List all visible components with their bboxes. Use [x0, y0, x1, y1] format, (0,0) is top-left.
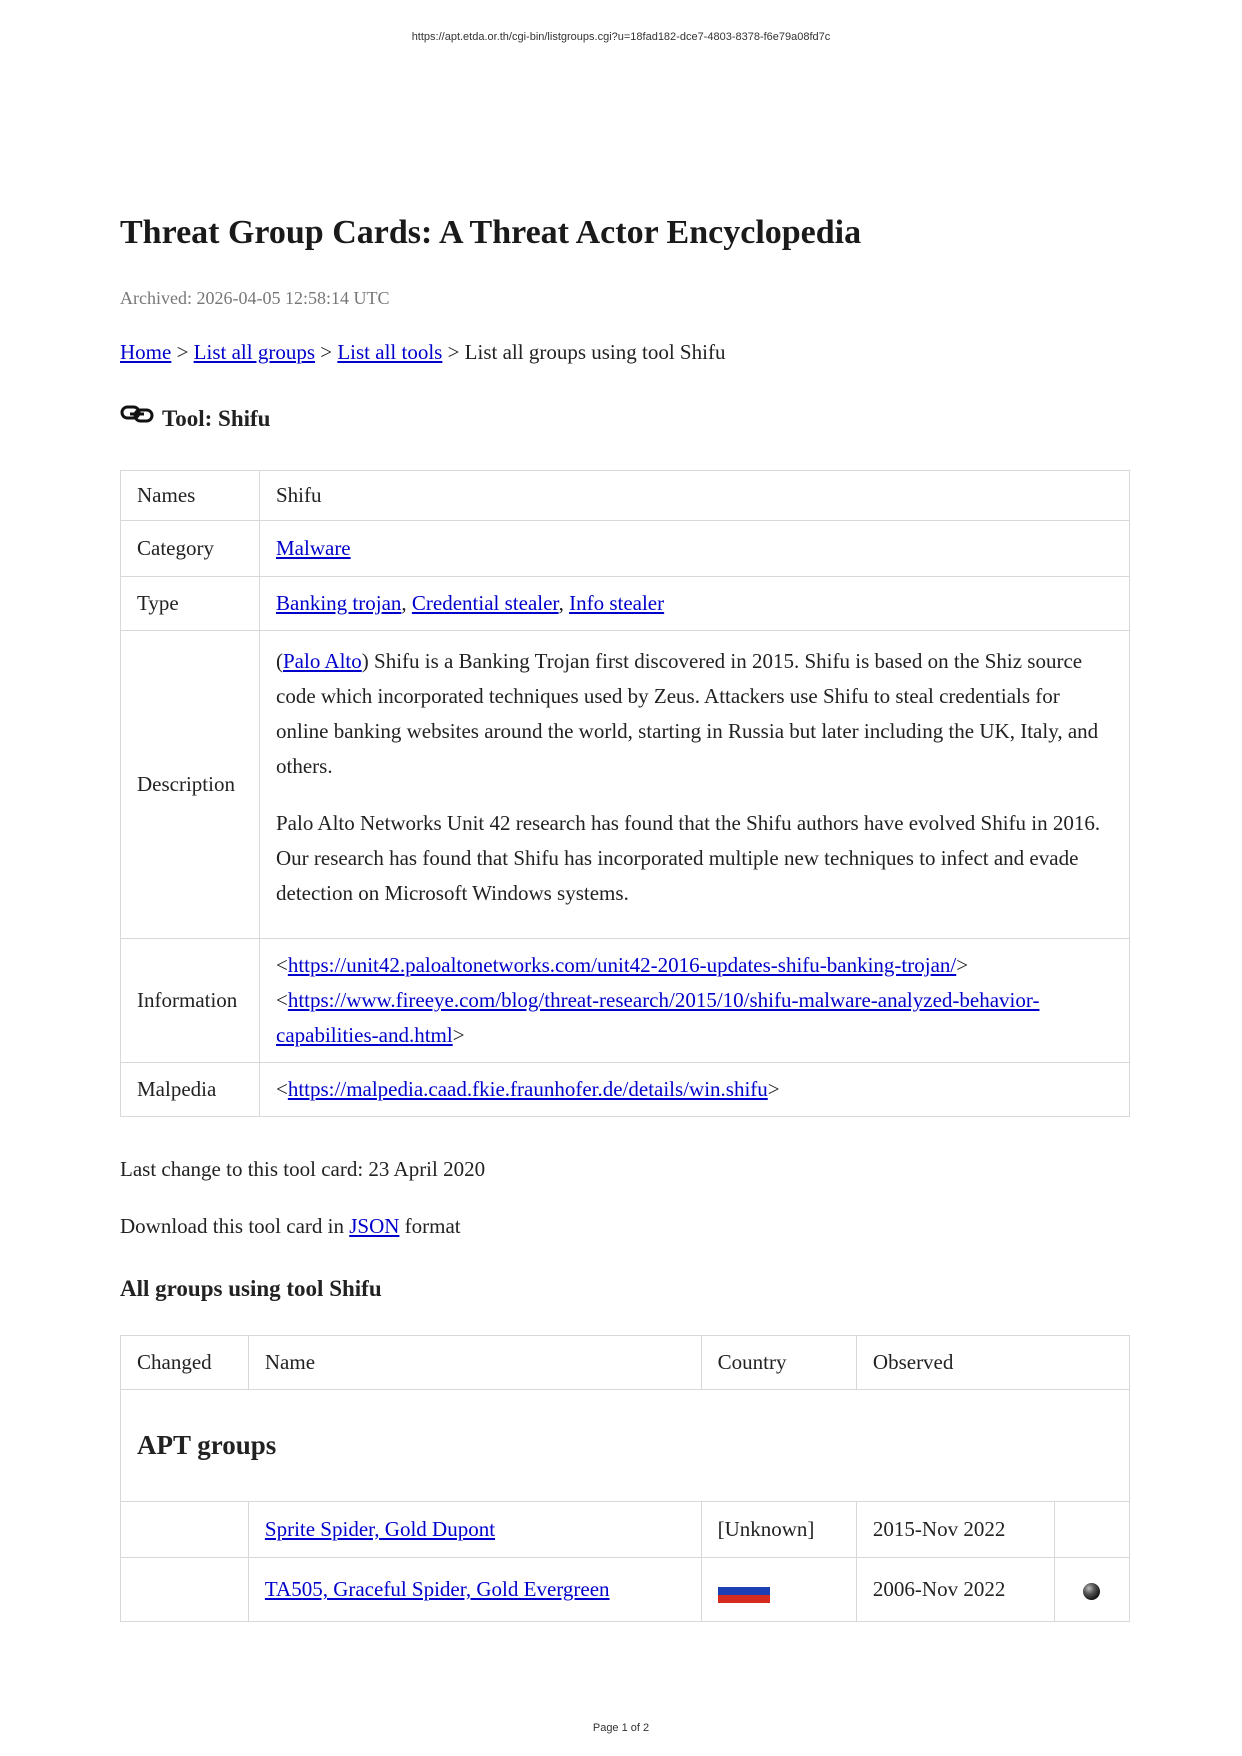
- type-separator: ,: [401, 591, 412, 615]
- groups-heading: All groups using tool Shifu: [120, 1276, 382, 1301]
- category-value: [260, 521, 1130, 577]
- russia-flag-icon: [718, 1579, 770, 1603]
- download-json-link[interactable]: JSON: [349, 1214, 400, 1238]
- angle-close: >: [452, 1023, 465, 1047]
- breadcrumb-list-groups-link[interactable]: List all groups: [193, 340, 315, 364]
- information-link-line: [276, 948, 1113, 983]
- sphere-icon: [1083, 1583, 1100, 1600]
- section-row: [121, 1390, 1130, 1502]
- archived-timestamp: Archived: 2026-04-05 12:58:14 UTC: [120, 288, 390, 308]
- info-link-unit42[interactable]: https://unit42.paloaltonetworks.com/unit42-2016-updates-shifu-banking-trojan/: [287, 953, 957, 977]
- breadcrumb-list-tools-link[interactable]: List all tools: [337, 340, 443, 364]
- desc-paragraph-2: Palo Alto Networks Unit 42 research has found that the Shifu authors have evolved Shifu in 2016. Our research has found that Shifu has incorporated multiple new techniques to infect and evade detection on Microsoft Windows systems.: [276, 811, 1101, 905]
- description-label: Description: [121, 631, 260, 939]
- breadcrumb-separator: >: [315, 340, 338, 364]
- observed-cell: 2015-Nov 2022: [856, 1502, 1054, 1558]
- information-value: [260, 939, 1130, 1063]
- column-header-country: Country: [701, 1336, 856, 1390]
- observed-cell: 2006-Nov 2022: [856, 1558, 1054, 1622]
- column-header-name: Name: [248, 1336, 701, 1390]
- angle-open: <: [276, 1077, 288, 1101]
- table-row: [121, 521, 1130, 577]
- group-link-ta505[interactable]: TA505, Graceful Spider, Gold Evergreen: [264, 1577, 610, 1601]
- desc-paragraph-1: ) Shifu is a Banking Trojan first discovered in 2015. Shifu is based on the Shiz source code which incorporated techniques used by Zeus. Attackers use Shifu to steal credentials for online banking websites around the world, starting in Russia but later including the UK, Italy, and others.: [276, 649, 1099, 778]
- info-link-fireeye[interactable]: https://www.fireeye.com/blog/threat-research/2015/10/shifu-malware-analyzed-behavior-capabilities-and.html: [276, 988, 1040, 1047]
- breadcrumb-current: > List all groups using tool Shifu: [442, 340, 726, 364]
- desc-source-link[interactable]: Palo Alto: [283, 649, 362, 673]
- desc-open-paren: (: [276, 649, 283, 673]
- marker-cell: [1054, 1558, 1129, 1622]
- apt-groups-section-heading: APT groups: [121, 1390, 1130, 1502]
- tool-heading-text: Tool: Shifu: [162, 406, 271, 431]
- angle-close: >: [767, 1077, 780, 1101]
- type-info-stealer-link[interactable]: Info stealer: [569, 591, 665, 615]
- download-post: format: [399, 1214, 461, 1238]
- malpedia-link[interactable]: https://malpedia.caad.fkie.fraunhofer.de/details/win.shifu: [287, 1077, 768, 1101]
- country-cell: [701, 1558, 856, 1622]
- type-label: Type: [121, 577, 260, 631]
- information-link-line: [276, 983, 1113, 1053]
- group-name-cell: [248, 1502, 701, 1558]
- category-malware-link[interactable]: Malware: [276, 536, 351, 560]
- type-banking-trojan-link[interactable]: Banking trojan: [276, 591, 402, 615]
- table-row: [121, 631, 1130, 939]
- malpedia-value: [260, 1063, 1130, 1117]
- names-label: Names: [121, 471, 260, 521]
- malpedia-label: Malpedia: [121, 1063, 260, 1117]
- download-line: [120, 1214, 461, 1239]
- table-row: [121, 577, 1130, 631]
- column-header-observed: Observed: [856, 1336, 1129, 1390]
- angle-open: <: [276, 988, 288, 1012]
- angle-open: <: [276, 953, 288, 977]
- groups-table: [120, 1335, 1130, 1622]
- breadcrumb-home-link[interactable]: Home: [120, 340, 172, 364]
- angle-close: >: [956, 953, 969, 977]
- last-change-text: Last change to this tool card: 23 April 2020: [120, 1157, 486, 1181]
- category-label: Category: [121, 521, 260, 577]
- type-credential-stealer-link[interactable]: Credential stealer: [411, 591, 559, 615]
- type-value: [260, 577, 1130, 631]
- table-row: [121, 1558, 1130, 1622]
- tool-heading: [120, 404, 270, 432]
- table-row: [121, 939, 1130, 1063]
- marker-cell: [1054, 1502, 1129, 1558]
- description-paragraph: [276, 644, 1113, 784]
- page-number-footer: Page 1 of 2: [592, 1722, 650, 1734]
- breadcrumb-separator: >: [171, 340, 194, 364]
- column-header-changed: Changed: [121, 1336, 249, 1390]
- table-row: [121, 1063, 1130, 1117]
- description-value: [260, 631, 1130, 939]
- link-icon: [120, 404, 154, 432]
- table-header-row: [121, 1336, 1130, 1390]
- type-separator: ,: [558, 591, 570, 615]
- page-title: Threat Group Cards: A Threat Actor Encyclopedia: [120, 214, 862, 251]
- changed-cell: [121, 1502, 249, 1558]
- page-url-header: https://apt.etda.or.th/cgi-bin/listgroups.cgi?u=18fad182-dce7-4803-8378-f6e79a08fd7c: [411, 31, 831, 43]
- group-link-sprite-spider[interactable]: Sprite Spider, Gold Dupont: [264, 1517, 496, 1541]
- information-label: Information: [121, 939, 260, 1063]
- table-row: [121, 1502, 1130, 1558]
- download-pre: Download this tool card in: [120, 1214, 350, 1238]
- breadcrumb: [120, 340, 725, 365]
- tool-info-table: [120, 470, 1130, 1117]
- country-cell: [Unknown]: [701, 1502, 856, 1558]
- names-value: Shifu: [260, 471, 1130, 521]
- group-name-cell: [248, 1558, 701, 1622]
- changed-cell: [121, 1558, 249, 1622]
- table-row: [121, 471, 1130, 521]
